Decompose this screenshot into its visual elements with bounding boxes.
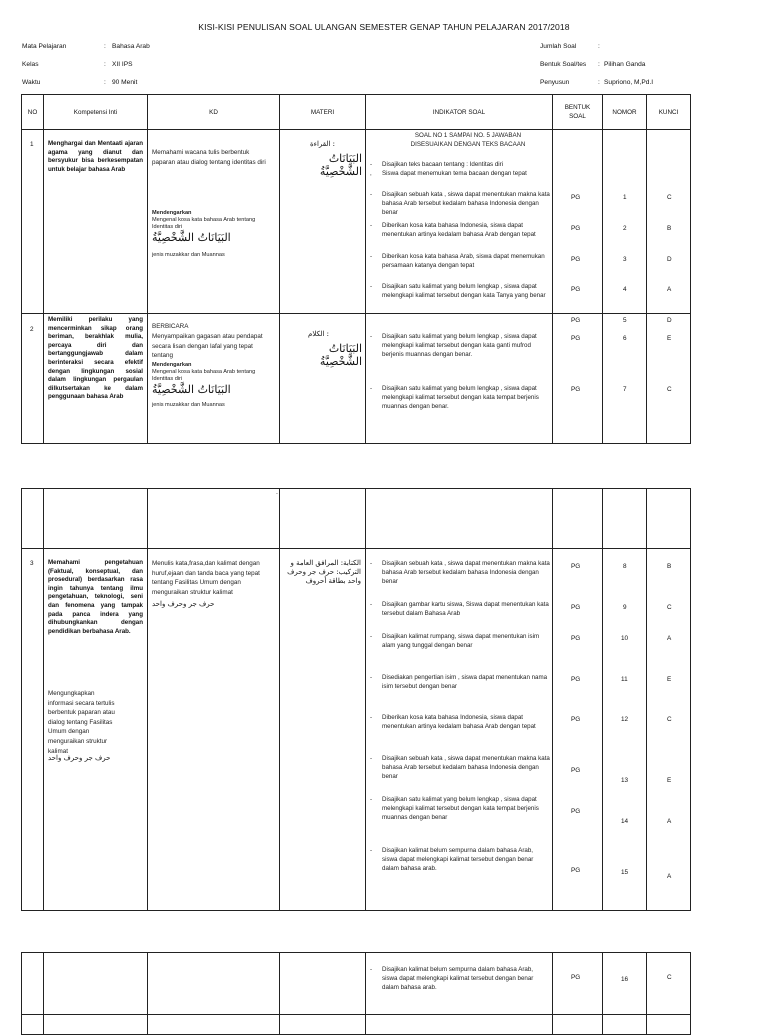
- indicator-item: - Disajikan teks bacaan tentang : Identitas diri: [370, 161, 504, 168]
- nomor-value: 4: [623, 286, 627, 293]
- indicator-item: - Diberikan kosa kata bahasa Indonesia, siswa dapat menentukan artinya kedalam bahasa Arab dengan tepat: [370, 714, 536, 731]
- nomor-value: 12: [621, 716, 629, 723]
- indicator-item: - Disajikan satu kalimat yang belum lengkap , siswa dapat melengkapi kalimat tersebut dengan kata tempat berjenis muannas dengan benar: [370, 796, 539, 822]
- competency-extra: Mengungkapkan informasi secara tertulis berbentuk paparan atau dialog tentang Fasilitas Umum dengan menguraikan struktur kalimat: [48, 690, 115, 755]
- header-kunci: KUNCI: [647, 95, 691, 130]
- document-title: KISI-KISI PENULISAN SOAL ULANGAN SEMESTER GENAP TAHUN PELAJARAN 2017/2018: [198, 22, 570, 32]
- kd-heading: Mendengarkan: [152, 210, 192, 216]
- kunci-value: C: [667, 974, 672, 981]
- kunci-value: C: [667, 716, 672, 723]
- kunci-value: E: [667, 335, 672, 342]
- kd-text: Menyampaikan gagasan atau pendapat secara lisan dengan lafal yang tepat tentang: [152, 333, 263, 360]
- bentuk-value: PG: [571, 867, 581, 874]
- kunci-value: A: [667, 635, 672, 642]
- bentuk-value: PG: [571, 635, 581, 642]
- header-bentuk: BENTUK SOAL: [553, 95, 603, 130]
- stray-dot: .: [276, 489, 278, 496]
- table-blank-row: [22, 489, 691, 549]
- nomor-value: 7: [623, 386, 627, 393]
- kd-arabic: البَيَانَاتُ الشَّخْصِيَّةُ: [152, 231, 231, 244]
- kunci-value: A: [667, 873, 672, 880]
- indicator-item: - Disajikan kalimat rumpang, siswa dapat menentukan isim alam yang tunggal dengan benar: [370, 633, 540, 650]
- nomor-value: 13: [621, 777, 629, 784]
- kunci-value: B: [667, 563, 672, 570]
- indicator-item: - Disajikan sebuah kata , siswa dapat menentukan makna kata bahasa Arab tersebut kedalam bahasa Indonesia dengan benar: [370, 560, 550, 586]
- kd-text: Memahami wacana tulis berbentuk paparan atau dialog tentang identitas diri: [152, 149, 266, 166]
- competency-arabic: حرف جر وحرف واحد: [48, 754, 111, 762]
- materi-arabic: البَيَانَاتُ الشَّخْصِيَّةُ: [319, 152, 362, 178]
- materi-arabic: الكتابة: المرافق العامة و التركيب: حرف جر وحرف واحد بطاقة أحروف: [287, 559, 361, 585]
- indicator-item: , Siswa dapat menemukan tema bacaan dengan tepat: [370, 170, 527, 177]
- bentuk-value: PG: [571, 317, 581, 324]
- bentuk-value: PG: [571, 676, 581, 683]
- kunci-value: A: [667, 818, 672, 825]
- indicator-item: - Disajikan sebuah kata , siswa dapat menentukan makna kata bahasa Arab tersebut kedalam bahasa Indonesia dengan benar: [370, 755, 550, 781]
- meta-subject: Mata Pelajaran : Bahasa Arab: [22, 43, 150, 50]
- meta-question-type: Bentuk Soal/tes : Pilihan Ganda: [540, 61, 646, 68]
- kunci-value: A: [667, 286, 672, 293]
- nomor-value: 11: [621, 676, 628, 683]
- header-ki: Kompetensi Inti: [44, 95, 148, 130]
- bentuk-value: PG: [571, 335, 581, 342]
- bentuk-value: PG: [571, 716, 581, 723]
- nomor-value: 14: [621, 818, 629, 825]
- indicator-item: - Disajikan gambar kartu siswa, Siswa dapat menentukan kata tersebut dalam Bahasa Arab: [370, 601, 549, 618]
- kunci-value: E: [667, 777, 672, 784]
- header-no: NO: [22, 95, 44, 130]
- table-header-row: [22, 95, 691, 130]
- nomor-value: 9: [623, 604, 627, 611]
- header-nomor: NOMOR: [603, 95, 647, 130]
- row-number: 3: [30, 560, 34, 567]
- meta-author: Penyusun : Supriono, M,Pd.I: [540, 79, 654, 86]
- nomor-value: 1: [623, 194, 627, 201]
- table-row: [22, 953, 691, 1015]
- nomor-value: 2: [623, 225, 627, 232]
- kd-text: Menulis kata,frasa,dan kalimat dengan huruf,ejaan dan tanda baca yang tepat tentang Fasilitas Umum dengan menguraikan struktur kalimat: [152, 560, 260, 596]
- blueprint-table-page3: [21, 952, 691, 1035]
- blueprint-table-page2: [21, 488, 691, 911]
- table-row: [22, 314, 691, 444]
- meta-question-count: Jumlah Soal :: [540, 43, 600, 50]
- kd-note: jenis muzakkar dan Muannas: [152, 402, 225, 408]
- indicator-intro: SOAL NO 1 SAMPAI NO. 5 JAWABAN DISESUAIKAN DENGAN TEKS BACAAN: [410, 132, 526, 148]
- indicator-item: - Disediakan pengertian isim , siswa dapat menentukan nama isim tersebut dengan benar: [370, 674, 548, 691]
- kunci-value: B: [667, 225, 672, 232]
- indicator-item: - Disajikan satu kalimat yang belum lengkap , siswa dapat melengkapi kalimat tersebut dengan kata tempat berjenis muannas dengan benar.: [370, 385, 539, 411]
- kunci-value: D: [667, 256, 672, 263]
- indicator-item: - Disajikan sebuah kata , siswa dapat menentukan makna kata bahasa Arab tersebut kedalam bahasa Indonesia dengan benar: [370, 191, 550, 217]
- nomor-value: 10: [621, 635, 629, 642]
- materi-label: : القراءة: [310, 140, 335, 148]
- kd-heading: Mendengarkan: [152, 362, 192, 368]
- header-indikator: INDIKATOR SOAL: [366, 95, 553, 130]
- bentuk-value: PG: [571, 974, 581, 981]
- kunci-value: E: [667, 676, 672, 683]
- meta-class: Kelas : XII IPS: [22, 61, 133, 68]
- bentuk-value: PG: [571, 286, 581, 293]
- nomor-value: 6: [623, 335, 627, 342]
- bentuk-value: PG: [571, 386, 581, 393]
- indicator-item: - Diberikan kosa kata bahasa Indonesia, siswa dapat menentukan artinya kedalam bahasa Arab dengan tepat: [370, 222, 536, 239]
- kunci-value: C: [667, 386, 672, 393]
- row-number: 1: [30, 141, 34, 148]
- row-number: 2: [30, 326, 34, 333]
- nomor-value: 15: [621, 869, 629, 876]
- bentuk-value: PG: [571, 808, 581, 815]
- competency-text: Memiliki perilaku yang mencerminkan sikap orang beriman, berakhlak mulia, percaya diri dan bertanggungjawab dalam berinteraksi secara efektif dengan lingkungan sosial dalam lingkungan pergaulan dilkutsertakan ke dalam penggunaan bahasa Arab: [48, 316, 143, 401]
- materi-arabic: البَيَانَاتُ الشَّخْصِيَّةُ: [319, 342, 362, 368]
- nomor-value: 3: [623, 256, 627, 263]
- indicator-item: - Disajikan satu kalimat yang belum lengkap , siswa dapat melengkapi kalimat tersebut dengan kata ganti mufrod berjenis muannas dengan benar.: [370, 333, 537, 359]
- kunci-value: D: [667, 317, 672, 324]
- bentuk-value: PG: [571, 256, 581, 263]
- indicator-item: - Disajikan kalimat belum sempurna dalam bahasa Arab, siswa dapat melengkapi kalimat tersebut dengan benar dalam bahasa arab.: [370, 966, 534, 992]
- kd-subtext: Mengenal kosa kata bahasa Arab tentang Identitas diri: [152, 217, 256, 230]
- indicator-item: - Diberikan kosa kata bahasa Arab, siswa dapat menemukan persamaan katanya dengan tepat: [370, 253, 545, 270]
- competency-text: Menghargai dan Mentaati ajaran agama yang dianut dan bersyukur bisa berkesempatan untuk belajar bahasa Arab: [48, 140, 143, 173]
- indicator-item: - Disajikan satu kalimat yang belum lengkap , siswa dapat melengkapi kalimat tersebut dengan kata Tanya yang benar: [370, 283, 546, 300]
- bentuk-value: PG: [571, 194, 581, 201]
- indicator-item: - Disajikan kalimat belum sempurna dalam bahasa Arab, siswa dapat melengkapi kalimat tersebut dengan benar dalam bahasa arab.: [370, 847, 534, 873]
- nomor-value: 8: [623, 563, 627, 570]
- table-row: [22, 130, 691, 314]
- bentuk-value: PG: [571, 563, 581, 570]
- kd-arabic: البَيَانَاتُ الشَّخْصِيَّةُ: [152, 383, 231, 396]
- competency-text: Memahami pengetahuan (Faktual, konseptual, dan prosedural) berdasarkan rasa ingin tahunya tentang ilmu pengetahuan, teknologi, seni dan fenomena yang tampak pada panca indera yang dihubungkankan dengan pendidikan berbahasa Arab.: [48, 559, 143, 635]
- bentuk-value: PG: [571, 604, 581, 611]
- kunci-value: C: [667, 194, 672, 201]
- bentuk-value: PG: [571, 767, 581, 774]
- blueprint-table-page1: [21, 94, 691, 444]
- table-row: [22, 549, 691, 911]
- nomor-value: 5: [623, 317, 627, 324]
- table-row: [22, 1015, 691, 1035]
- kd-subtext: Mengenal kosa kata bahasa Arab tentang Identitas diri: [152, 369, 256, 382]
- kunci-value: C: [667, 604, 672, 611]
- header-kd: KD: [148, 95, 280, 130]
- materi-label: : الكلام: [308, 330, 330, 338]
- bentuk-value: PG: [571, 225, 581, 232]
- header-materi: MATERI: [280, 95, 366, 130]
- kd-heading: BERBICARA: [152, 323, 189, 330]
- nomor-value: 16: [621, 976, 629, 983]
- meta-time: Waktu : 90 Menit: [22, 79, 138, 86]
- kd-arabic: حرف جر وحرف واحد: [152, 600, 215, 608]
- kd-note: jenis muzakkar dan Muannas: [152, 252, 225, 258]
